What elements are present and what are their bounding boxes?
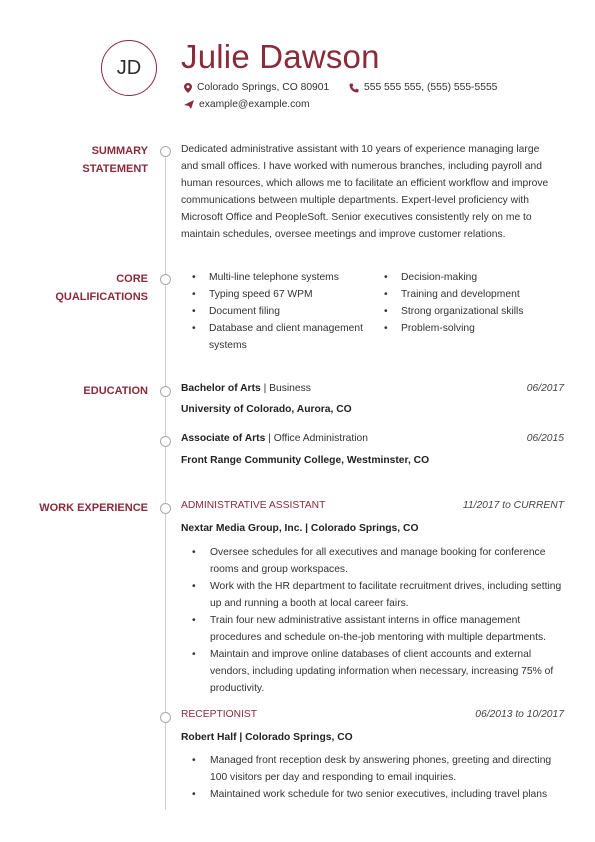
job-company-2: Robert Half | Colorado Springs, CO xyxy=(181,732,353,743)
job-bullet: • Oversee schedules for all executives and manage booking for conference rooms and group workspaces. xyxy=(181,544,566,578)
timeline-dot-education-2 xyxy=(160,436,171,447)
education-school-2: Front Range Community College, Westminster, CO xyxy=(181,455,430,466)
job-bullet: • Train four new administrative assistant interns in office management procedures and schedule on-the-job mentoring with multiple departments. xyxy=(181,612,566,646)
summary-section-title xyxy=(0,142,148,178)
summary-line: and small offices. I have worked with numerous branches, including payroll and xyxy=(181,161,542,172)
education-degree-2 xyxy=(181,433,368,444)
job-bullet: • Maintain and improve online databases of client accounts and external vendors, including updating information when necessary, increasing 75% of productivity. xyxy=(181,646,566,697)
education-school-1: University of Colorado, Aurora, CO xyxy=(181,404,352,415)
qualification-item: • Typing speed 67 WPM xyxy=(181,286,376,303)
timeline-dot-summary xyxy=(160,146,171,157)
qualification-item: • Database and client management systems xyxy=(181,320,376,354)
summary-line: maintain schedules, oversee meetings and improve customer relations. xyxy=(181,229,506,240)
education-date-1: 06/2017 xyxy=(526,383,564,394)
address-text: Colorado Springs, CO 80901 xyxy=(197,82,330,93)
job-bullet: • Work with the HR department to facilitate recruitment drives, including setting up and running a booth at local career fairs. xyxy=(181,578,566,612)
summary-line: communications between multiple departments. Expert-level proficiency with xyxy=(181,195,529,206)
job-bullet: • Managed front reception desk by answering phones, greeting and directing 100 visitors per day and responding to email inquiries. xyxy=(181,752,566,786)
location-pin-icon xyxy=(184,83,192,93)
qualification-item: • Problem-solving xyxy=(373,320,573,337)
timeline-dot-work-2 xyxy=(160,712,171,723)
job-date-1: 11/2017 to CURRENT xyxy=(462,500,564,511)
summary-line: human resources, which allows me to facilitate an efficient workflow and improve xyxy=(181,178,549,189)
job-bullets-1 xyxy=(181,544,566,697)
job-company-1: Nextar Media Group, Inc. | Colorado Springs, CO xyxy=(181,523,419,534)
qualifications-title-line-2: QUALIFICATIONS xyxy=(55,291,148,303)
degree-field: | Office Administration xyxy=(265,433,368,444)
summary-title-line-2: STATEMENT xyxy=(82,163,148,175)
summary-text xyxy=(181,141,581,243)
education-date-2: 06/2015 xyxy=(526,433,564,444)
qualifications-title-line-1: CORE xyxy=(116,273,148,285)
job-bullet: • Maintained work schedule for two senior executives, including travel plans xyxy=(181,786,566,803)
monogram-initials: JD xyxy=(116,56,142,79)
qualification-item: • Strong organizational skills xyxy=(373,303,573,320)
job-title-1: ADMINISTRATIVE ASSISTANT xyxy=(181,500,326,511)
timeline-dot-qualifications xyxy=(160,274,171,285)
job-bullets-2 xyxy=(181,752,566,803)
qualifications-section-title xyxy=(0,270,148,306)
candidate-name: Julie Dawson xyxy=(181,38,380,75)
qualification-item: • Decision-making xyxy=(373,269,573,286)
phone-text: 555 555 555, (555) 555-5555 xyxy=(364,82,498,93)
monogram-badge xyxy=(101,40,157,96)
qualification-item: • Multi-line telephone systems xyxy=(181,269,376,286)
education-section-title: EDUCATION xyxy=(83,385,148,397)
address-line xyxy=(184,82,329,93)
phone-icon xyxy=(349,83,359,93)
degree-field: | Business xyxy=(260,383,311,394)
email-text[interactable]: example@example.com xyxy=(199,99,310,110)
job-date-2: 06/2013 to 10/2017 xyxy=(475,709,564,720)
email-line[interactable] xyxy=(184,99,310,110)
timeline-dot-education-1 xyxy=(160,386,171,397)
phone-line xyxy=(349,82,497,93)
qualifications-list-left xyxy=(181,269,376,354)
job-title-2: RECEPTIONIST xyxy=(181,709,258,720)
qualification-item: • Training and development xyxy=(373,286,573,303)
work-section-title: WORK EXPERIENCE xyxy=(39,502,148,514)
summary-title-line-1: SUMMARY xyxy=(91,145,148,157)
send-icon xyxy=(184,100,194,109)
timeline-dot-work-1 xyxy=(160,503,171,514)
summary-line: Dedicated administrative assistant with 10 years of experience managing large xyxy=(181,144,540,155)
summary-line: Microsoft Office and PeopleSoft. Senior executives consistently rely on me to xyxy=(181,212,532,223)
timeline-line xyxy=(165,150,166,810)
degree-name: Associate of Arts xyxy=(181,433,266,444)
degree-name: Bachelor of Arts xyxy=(181,383,261,394)
qualifications-list-right xyxy=(373,269,573,337)
qualification-item: • Document filing xyxy=(181,303,376,320)
education-degree-1 xyxy=(181,383,311,394)
